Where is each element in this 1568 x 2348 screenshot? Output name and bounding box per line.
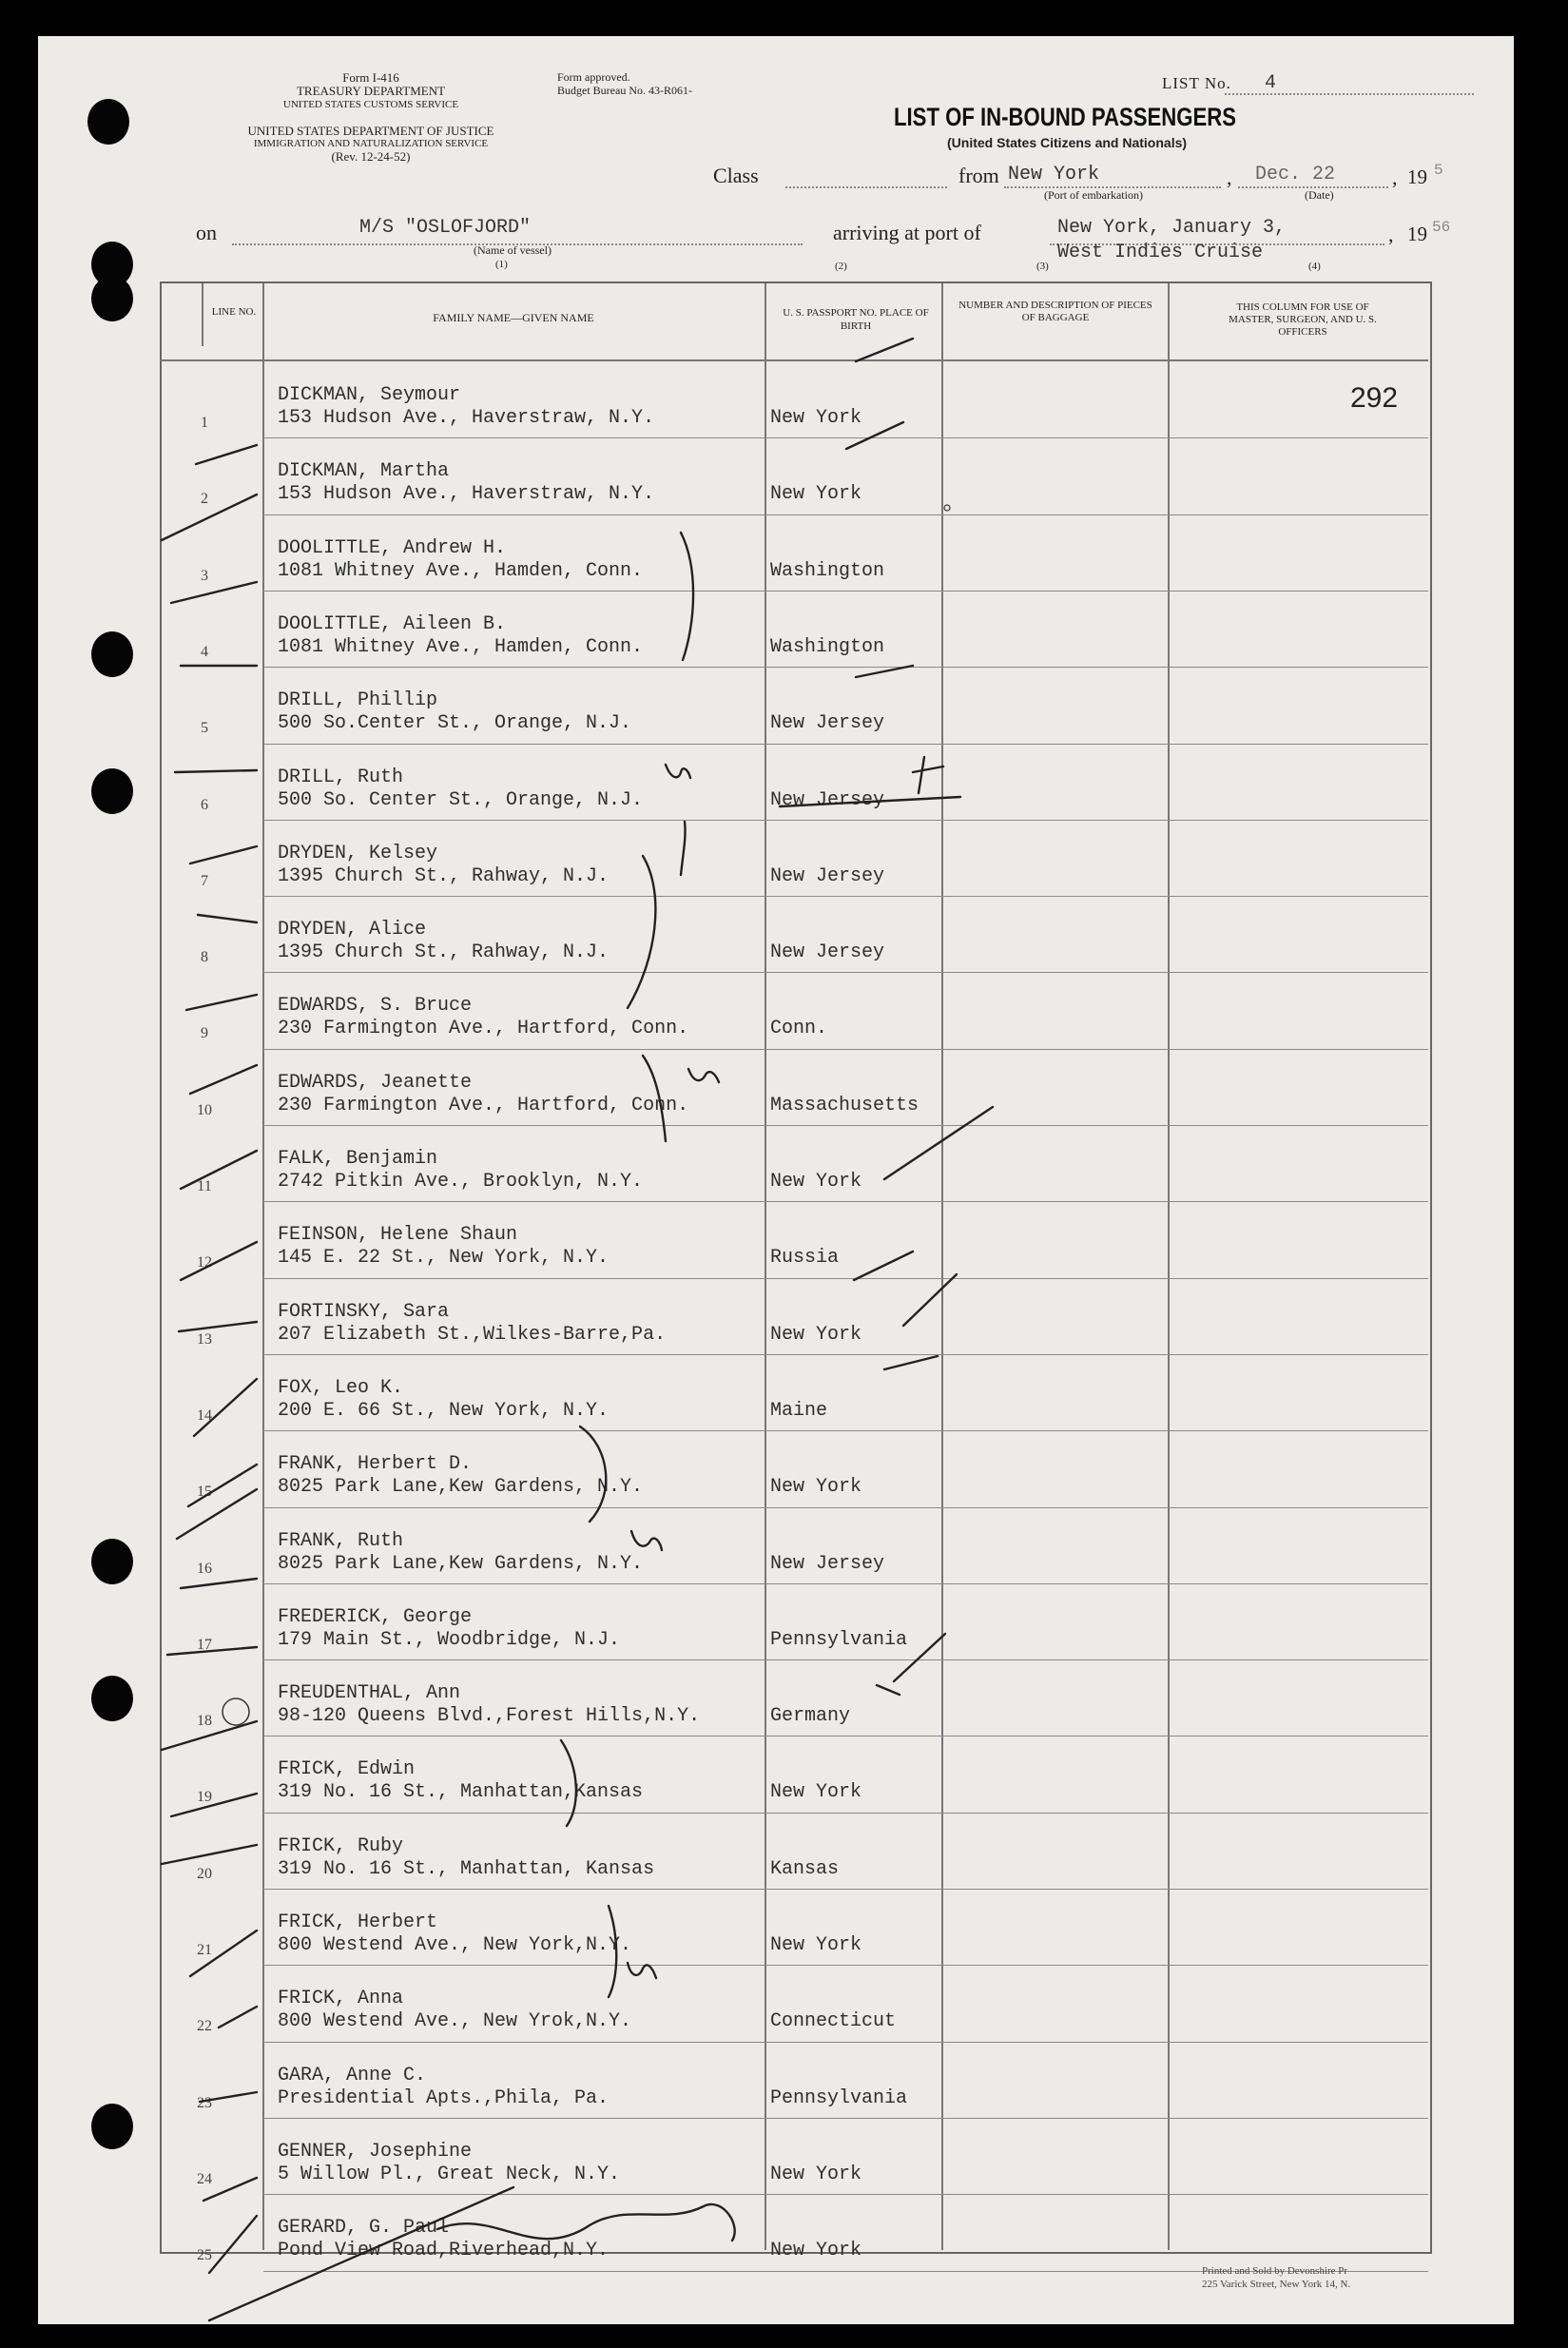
budget-bureau: Budget Bureau No. 43-R061- xyxy=(557,84,692,97)
place-of-birth: Germany xyxy=(770,1705,851,1728)
passenger-address: 8025 Park Lane,Kew Gardens, N.Y. xyxy=(278,1552,644,1575)
printer-address: 225 Varick Street, New York 14, N. xyxy=(1202,2279,1351,2290)
place-of-birth: New Jersey xyxy=(770,864,885,887)
line-number: 24 xyxy=(197,2170,212,2187)
place-of-birth: Massachusetts xyxy=(770,1094,920,1116)
place-of-birth: New York xyxy=(770,1476,862,1499)
line-number: 7 xyxy=(201,872,208,889)
line-number: 22 xyxy=(197,2018,212,2035)
passenger-name: DOOLITTLE, Aileen B. xyxy=(278,612,507,635)
passenger-address: 230 Farmington Ave., Hartford, Conn. xyxy=(278,1018,689,1040)
line-number: 25 xyxy=(197,2247,212,2264)
caption-2: (2) xyxy=(835,261,847,272)
from-port: New York xyxy=(1008,164,1100,185)
place-of-birth: Connecticut xyxy=(770,2010,897,2033)
passenger-address: 800 Westend Ave., New Yrok,N.Y. xyxy=(278,2010,632,2033)
immigration-service: IMMIGRATION AND NATURALIZATION SERVICE xyxy=(253,138,489,149)
place-of-birth: Kansas xyxy=(770,1857,840,1880)
line-number: 4 xyxy=(201,643,208,660)
arriving-label: arriving at port of xyxy=(833,221,981,244)
passenger-name: EDWARDS, S. Bruce xyxy=(278,995,473,1018)
cruise-name: West Indies Cruise xyxy=(1057,242,1264,263)
place-of-birth: New York xyxy=(770,2163,862,2185)
place-of-birth: Pennsylvania xyxy=(770,2086,908,2109)
passenger-name: DRYDEN, Kelsey xyxy=(278,842,438,864)
passenger-address: 200 E. 66 St., New York, N.Y. xyxy=(278,1399,610,1422)
place-of-birth: New Jersey xyxy=(770,712,885,735)
place-of-birth: New York xyxy=(770,1171,862,1193)
place-of-birth: Pennsylvania xyxy=(770,1628,908,1651)
vessel-caption: (Name of vessel) xyxy=(474,243,552,257)
officer-note: 292 xyxy=(1350,382,1399,414)
passenger-address: 8025 Park Lane,Kew Gardens, N.Y. xyxy=(278,1476,644,1499)
port-caption: (Port of embarkation) xyxy=(1044,188,1143,202)
passenger-address: 230 Farmington Ave., Hartford, Conn. xyxy=(278,1094,689,1116)
passenger-name: DRILL, Phillip xyxy=(278,689,438,712)
line-number: 14 xyxy=(197,1407,212,1424)
col-baggage: NUMBER AND DESCRIPTION OF PIECES OF BAGGAGE xyxy=(958,300,1152,323)
passenger-name: DICKMAN, Seymour xyxy=(278,384,461,406)
passenger-name: GARA, Anne C. xyxy=(278,2064,427,2086)
caption-1: (1) xyxy=(495,259,508,270)
vessel-name: M/S "OSLOFJORD" xyxy=(359,217,532,239)
passenger-name: DOOLITTLE, Andrew H. xyxy=(278,536,507,559)
passenger-name: FRICK, Edwin xyxy=(278,1758,416,1781)
passenger-name: GENNER, Josephine xyxy=(278,2140,473,2163)
line-number: 18 xyxy=(197,1713,212,1730)
list-label: LIST No. xyxy=(1162,74,1231,92)
passenger-name: FALK, Benjamin xyxy=(278,1148,438,1170)
revision-date: (Rev. 12-24-52) xyxy=(331,149,411,164)
passenger-name: FEINSON, Helene Shaun xyxy=(278,1224,518,1247)
line-number: 2 xyxy=(201,491,208,508)
list-number: 4 xyxy=(1265,72,1277,94)
caption-4: (4) xyxy=(1308,261,1321,272)
passenger-address: 1081 Whitney Ave., Hamden, Conn. xyxy=(278,559,644,582)
line-number: 20 xyxy=(197,1865,212,1882)
line-number: 16 xyxy=(197,1560,212,1577)
passenger-address: 500 So.Center St., Orange, N.J. xyxy=(278,712,632,735)
passenger-name: GERARD, G. Paul xyxy=(278,2217,450,2240)
on-label: on xyxy=(196,221,217,244)
year-prefix: 19 xyxy=(1407,165,1427,188)
caption-3: (3) xyxy=(1036,261,1049,272)
passenger-address: 179 Main St., Woodbridge, N.J. xyxy=(278,1628,621,1651)
passenger-address: 207 Elizabeth St.,Wilkes-Barre,Pa. xyxy=(278,1323,667,1346)
date-caption: (Date) xyxy=(1305,188,1334,202)
treasury-dept: TREASURY DEPARTMENT xyxy=(296,84,446,98)
place-of-birth: New York xyxy=(770,483,862,506)
place-of-birth: Russia xyxy=(770,1247,840,1270)
passenger-name: FRICK, Herbert xyxy=(278,1911,438,1933)
place-of-birth: New Jersey xyxy=(770,941,885,964)
place-of-birth: New Jersey xyxy=(770,788,885,811)
passenger-name: FREDERICK, George xyxy=(278,1605,473,1628)
passenger-name: FOX, Leo K. xyxy=(278,1376,404,1399)
passenger-address: 145 E. 22 St., New York, N.Y. xyxy=(278,1247,610,1270)
passenger-name: DICKMAN, Martha xyxy=(278,460,450,483)
col-line-no: LINE NO. xyxy=(211,306,257,318)
col-passport: U. S. PASSPORT NO. PLACE OF BIRTH xyxy=(783,307,929,332)
line-number: 11 xyxy=(197,1178,212,1194)
passenger-address: 2742 Pitkin Ave., Brooklyn, N.Y. xyxy=(278,1171,644,1193)
place-of-birth: New York xyxy=(770,1934,862,1956)
from-label: from xyxy=(958,164,999,187)
place-of-birth: Washington xyxy=(770,635,885,658)
form-approved: Form approved. xyxy=(557,70,630,84)
list-date: Dec. 22 xyxy=(1255,164,1336,185)
passenger-address: 319 No. 16 St., Manhattan, Kansas xyxy=(278,1857,655,1880)
col-family-name: FAMILY NAME—GIVEN NAME xyxy=(433,311,594,324)
line-number: 12 xyxy=(197,1254,212,1271)
place-of-birth: Washington xyxy=(770,559,885,582)
line-number: 5 xyxy=(201,720,208,737)
form-number: Form I-416 xyxy=(342,70,399,85)
passenger-address: 1395 Church St., Rahway, N.J. xyxy=(278,941,610,964)
line-number: 23 xyxy=(197,2094,212,2111)
printer-imprint: Printed and Sold by Devonshire Pr xyxy=(1202,2265,1348,2277)
line-number: 19 xyxy=(197,1789,212,1806)
passenger-address: 319 No. 16 St., Manhattan,Kansas xyxy=(278,1781,644,1804)
class-label: Class xyxy=(713,164,759,187)
passenger-address: 5 Willow Pl., Great Neck, N.Y. xyxy=(278,2163,621,2185)
passenger-address: 500 So. Center St., Orange, N.J. xyxy=(278,788,644,811)
line-number: 6 xyxy=(201,796,208,813)
arrival-year-suffix: 56 xyxy=(1432,219,1451,236)
place-of-birth: New York xyxy=(770,1781,862,1804)
passenger-address: 153 Hudson Ave., Haverstraw, N.Y. xyxy=(278,483,655,506)
line-number: 13 xyxy=(197,1330,212,1348)
passenger-address: 153 Hudson Ave., Haverstraw, N.Y. xyxy=(278,407,655,429)
line-number: 21 xyxy=(197,1942,212,1958)
place-of-birth: Maine xyxy=(770,1399,828,1422)
page-title: LIST OF IN-BOUND PASSENGERS xyxy=(894,103,1237,131)
passenger-name: FRANK, Ruth xyxy=(278,1529,404,1552)
place-of-birth: New York xyxy=(770,1323,862,1346)
line-number: 3 xyxy=(201,567,208,584)
place-of-birth: New Jersey xyxy=(770,1552,885,1575)
place-of-birth: New York xyxy=(770,407,862,429)
passenger-address: Pond View Road,Riverhead,N.Y. xyxy=(278,2240,610,2262)
passenger-address: 98-120 Queens Blvd.,Forest Hills,N.Y. xyxy=(278,1705,701,1728)
passenger-name: FREUDENTHAL, Ann xyxy=(278,1682,461,1705)
line-number: 1 xyxy=(201,415,208,431)
col-officers: THIS COLUMN FOR USE OF MASTER, SURGEON, AND U. S. OFFICERS xyxy=(1229,301,1377,338)
arrival-year-prefix: 19 xyxy=(1407,223,1427,245)
year-suffix: 5 xyxy=(1434,162,1443,179)
passenger-name: FORTINSKY, Sara xyxy=(278,1300,450,1323)
place-of-birth: New York xyxy=(770,2240,862,2262)
passenger-name: FRICK, Ruby xyxy=(278,1834,404,1857)
passenger-name: EDWARDS, Jeanette xyxy=(278,1071,473,1094)
passenger-address: 800 Westend Ave., New York,N.Y. xyxy=(278,1934,632,1956)
line-number: 9 xyxy=(201,1025,208,1042)
passenger-address: Presidential Apts.,Phila, Pa. xyxy=(278,2086,610,2109)
line-number: 10 xyxy=(197,1101,212,1118)
arrival-port: New York, January 3, xyxy=(1057,217,1287,239)
place-of-birth: Conn. xyxy=(770,1018,828,1040)
customs-service: UNITED STATES CUSTOMS SERVICE xyxy=(282,99,459,110)
passenger-name: FRICK, Anna xyxy=(278,1988,404,2010)
passenger-address: 1081 Whitney Ave., Hamden, Conn. xyxy=(278,635,644,658)
passenger-name: DRYDEN, Alice xyxy=(278,919,427,941)
line-number: 17 xyxy=(197,1636,212,1653)
line-number: 8 xyxy=(201,949,208,966)
passenger-name: FRANK, Herbert D. xyxy=(278,1453,473,1476)
passenger-name: DRILL, Ruth xyxy=(278,766,404,788)
line-number: 15 xyxy=(197,1484,212,1501)
passenger-address: 1395 Church St., Rahway, N.J. xyxy=(278,864,610,887)
justice-dept: UNITED STATES DEPARTMENT OF JUSTICE xyxy=(247,124,494,138)
page-subtitle: (United States Citizens and Nationals) xyxy=(947,135,1188,150)
